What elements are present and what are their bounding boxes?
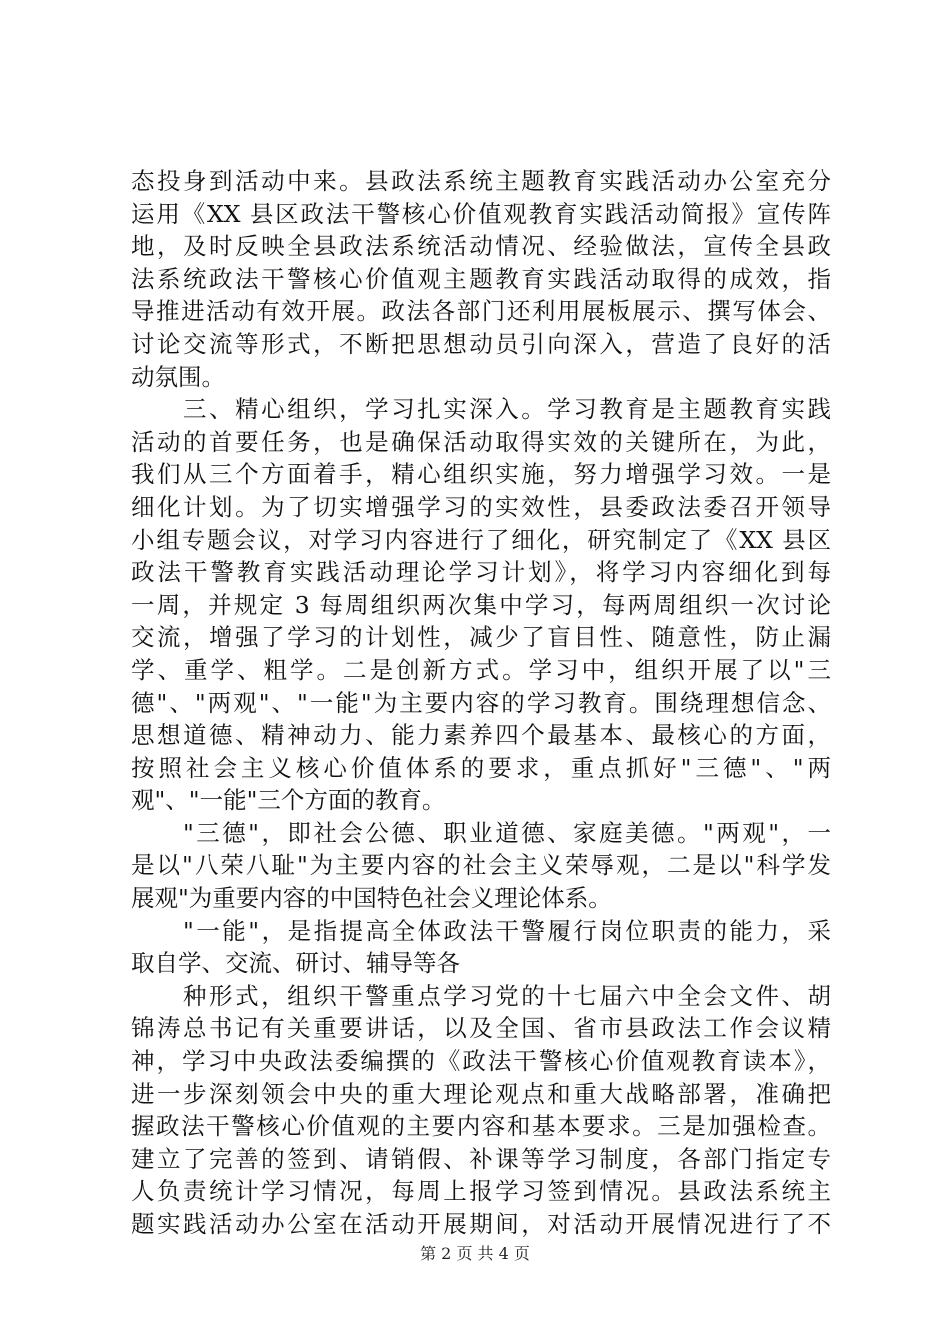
text-line: 是以"八荣八耻"为主要内容的社会主义荣辱观，二是以"科学发 [131,851,831,880]
text-line: 取自学、交流、研讨、辅导等各 [131,949,460,978]
text-line: 种形式，组织干警重点学习党的十七届六中全会文件、胡 [131,981,831,1010]
text-line: 活动的首要任务，也是确保活动取得实效的关键所在，为此， [131,427,831,456]
text-line: 人负责统计学习情况，每周上报学习签到情况。县政法系统主 [131,1177,831,1206]
text-line: 展观"为重要内容的中国特色社会义理论体系。 [131,884,612,913]
text-line: 握政法干警核心价值观的主要内容和基本要求。三是加强检查。 [131,1112,831,1141]
text-line: 题实践活动办公室在活动开展期间，对活动开展情况进行了不 [131,1210,831,1238]
text-line: 政法干警教育实践活动理论学习计划》，将学习内容细化到每 [131,558,831,587]
text-line: 观"、"一能"三个方面的教育。 [131,786,446,815]
text-line: 地，及时反映全县政法系统活动情况、经验做法，宣传全县政 [131,232,831,261]
text-line: 交流，增强了学习的计划性，减少了盲目性、随意性，防止漏 [131,623,831,652]
body-text [131,165,831,1241]
text-line: 一周，并规定 3 每周组织两次集中学习，每两周组织一次讨论 [131,590,831,619]
text-line: "一能"，是指提高全体政法干警履行岗位职责的能力，采 [131,916,831,945]
text-line: 细化计划。为了切实增强学习的实效性，县委政法委召开领导 [131,492,831,521]
text-line: 锦涛总书记有关重要讲话，以及全国、省市县政法工作会议精 [131,1014,831,1043]
text-line: 三、精心组织，学习扎实深入。学习教育是主题教育实践 [131,395,831,424]
text-line: 讨论交流等形式，不断把思想动员引向深入，营造了良好的活 [131,329,831,358]
text-line: 按照社会主义核心价值体系的要求，重点抓好"三德"、"两 [131,753,831,782]
text-line: 运用《XX 县区政法干警核心价值观教育实践活动简报》宣传阵 [131,199,831,228]
text-line: 德"、"两观"、"一能"为主要内容的学习教育。围绕理想信念、 [131,688,831,717]
text-line: 动氛围。 [131,362,225,391]
text-line: 态投身到活动中来。县政法系统主题教育实践活动办公室充分 [131,167,831,195]
text-line: 法系统政法干警核心价值观主题教育实践活动取得的成效，指 [131,264,831,293]
text-line: 小组专题会议，对学习内容进行了细化，研究制定了《XX 县区 [131,525,831,554]
page-footer: 第 2 页 共 4 页 [420,1244,530,1263]
text-line: 进一步深刻领会中央的重大理论观点和重大战略部署，准确把 [131,1079,831,1108]
text-line: 学、重学、粗学。二是创新方式。学习中，组织开展了以"三 [131,655,831,684]
text-line: "三德"，即社会公德、职业道德、家庭美德。"两观"，一 [131,818,831,847]
text-line: 思想道德、精神动力、能力素养四个最基本、最核心的方面， [131,721,831,750]
text-line: 建立了完善的签到、请销假、补课等学习制度，各部门指定专 [131,1144,831,1173]
text-line: 神，学习中央政法委编撰的《政法干警核心价值观教育读本》， [131,1047,831,1076]
text-line: 我们从三个方面着手，精心组织实施，努力增强学习效。一是 [131,460,831,489]
text-line: 导推进活动有效开展。政法各部门还利用展板展示、撰写体会、 [131,297,831,326]
